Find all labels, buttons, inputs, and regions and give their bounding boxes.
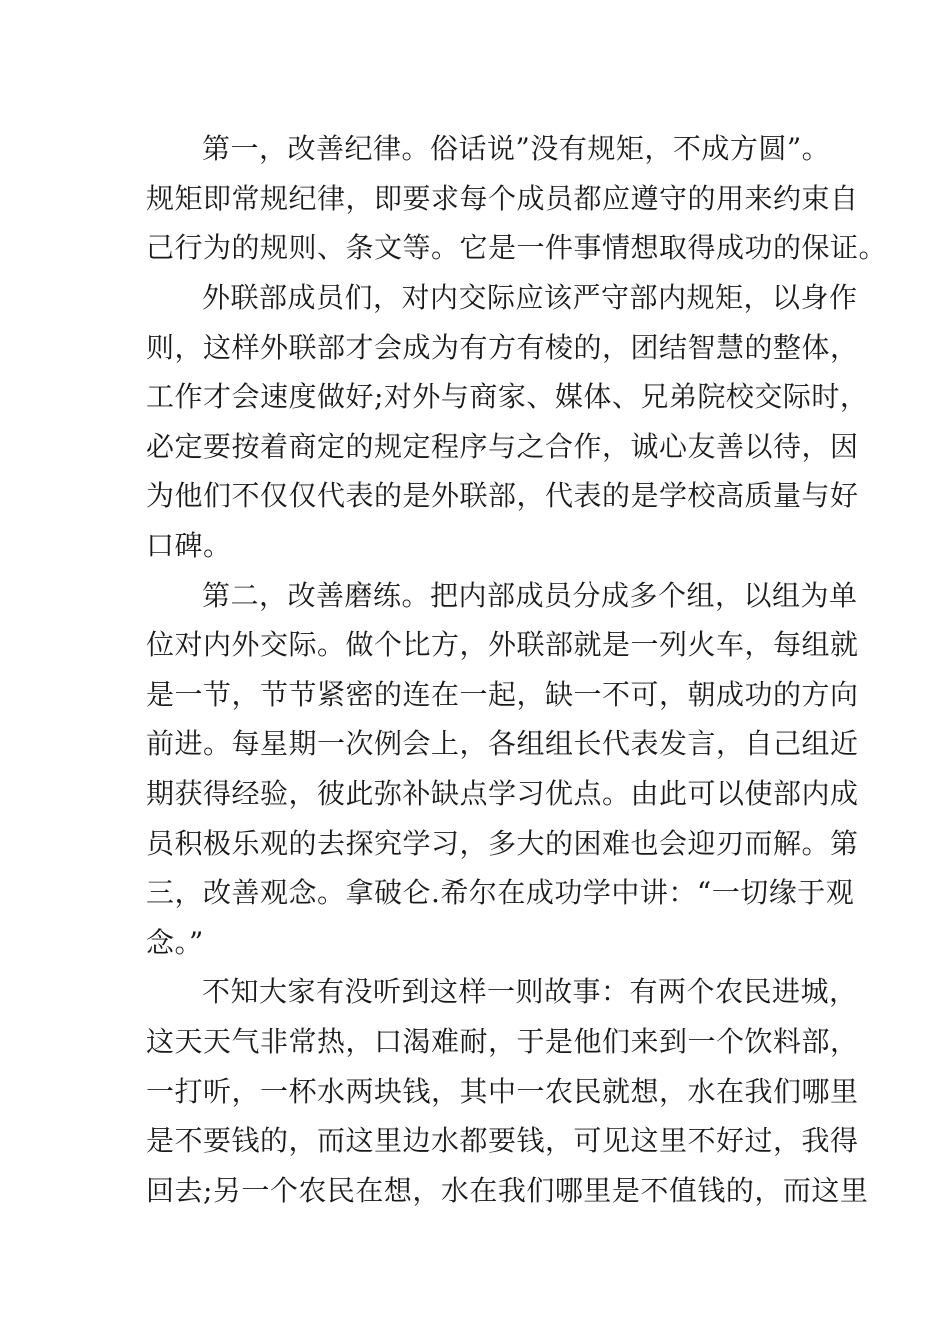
text-line: 外联部成员们，对内交际应该严守部内规矩，以身作 <box>202 281 858 314</box>
text-line: 不知大家有没听到这样一则故事：有两个农民进城， <box>202 975 858 1008</box>
text-line: 则，这样外联部才会成为有方有棱的，团结智慧的整体， <box>146 331 859 364</box>
text-line: 员积极乐观的去探究学习，多大的困难也会迎刃而解。第 <box>146 827 859 860</box>
text-line: 规矩即常规纪律，即要求每个成员都应遵守的用来约束自 <box>146 182 859 215</box>
text-line: 工作才会速度做好;对外与商家、媒体、兄弟院校交际时， <box>146 380 869 413</box>
text-line: 前进。每星期一次例会上，各组组长代表发言，自己组近 <box>146 727 859 760</box>
text-line: 期获得经验，彼此弥补缺点学习优点。由此可以使部内成 <box>146 777 859 810</box>
text-line: 口碑。 <box>146 529 232 562</box>
text-line: 为他们不仅仅代表的是外联部，代表的是学校高质量与好 <box>146 479 859 512</box>
text-line: 己行为的规则、条文等。它是一件事情想取得成功的保证。 <box>146 231 888 264</box>
text-line: 一打听，一杯水两块钱，其中一农民就想，水在我们哪里 <box>146 1075 859 1108</box>
text-line: 是不要钱的，而这里边水都要钱，可见这里不好过，我得 <box>146 1124 859 1157</box>
text-line: 这天天气非常热，口渴难耐，于是他们来到一个饮料部， <box>146 1025 859 1058</box>
text-line: 第二，改善磨练。把内部成员分成多个组，以组为单 <box>202 579 858 612</box>
text-line: 三，改善观念。拿破仑.希尔在成功学中讲：“一切缘于观 <box>146 876 855 909</box>
text-line: 位对内外交际。做个比方，外联部就是一列火车，每组就 <box>146 628 859 661</box>
text-line: 念。” <box>146 926 204 959</box>
text-line: 回去;另一个农民在想，水在我们哪里是不值钱的，而这里 <box>146 1174 869 1207</box>
text-line: 是一节，节节紧密的连在一起，缺一不可，朝成功的方向 <box>146 678 859 711</box>
text-line: 必定要按着商定的规定程序与之合作，诚心友善以待，因 <box>146 430 859 463</box>
text-line: 第一，改善纪律。俗话说”没有规矩，不成方圆”。 <box>202 132 831 165</box>
